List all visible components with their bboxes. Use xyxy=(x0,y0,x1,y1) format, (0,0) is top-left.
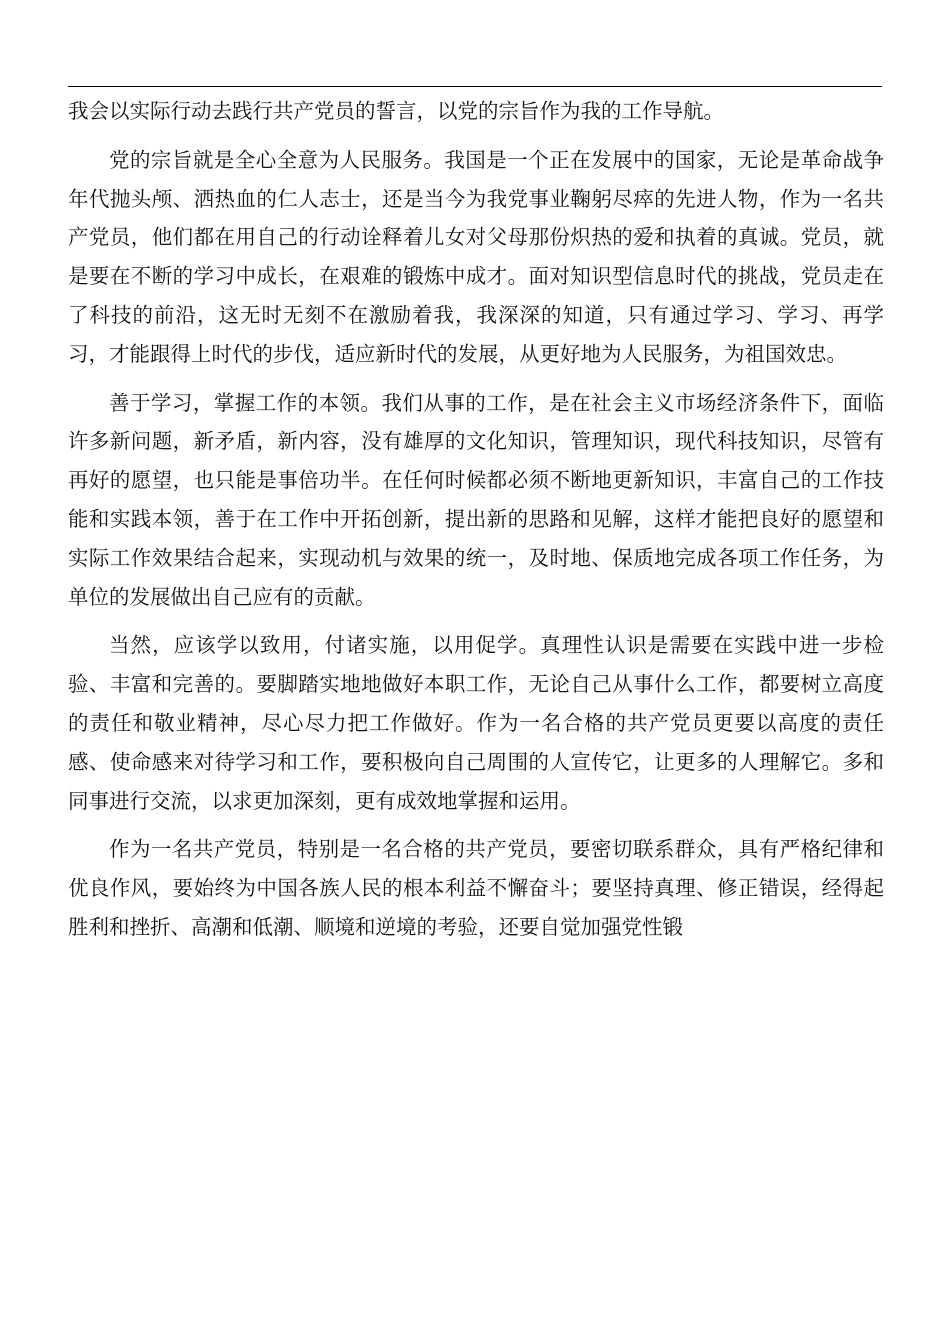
paragraph-1: 我会以实际行动去践行共产党员的誓言，以党的宗旨作为我的工作导航。 xyxy=(68,99,724,123)
document-body xyxy=(68,92,884,957)
paragraph-3: 善于学习，掌握工作的本领。我们从事的工作，是在社会主义市场经济条件下，面临许多新问题，新矛盾，新内容，没有雄厚的文化知识，管理知识，现代科技知识，尽管有再好的愿望，也只能是事倍功半。在任何时候都必须不断地更新知识，丰富自己的工作技能和实践本领，善于在工作中开拓创新，提出新的思路和见解，这样才能把良好的愿望和实际工作效果结合起来，实现动机与效果的统一，及时地、保质地完成各项工作任务，为单位的发展做出自己应有的贡献。 xyxy=(68,390,884,609)
paragraph-2: 党的宗旨就是全心全意为人民服务。我国是一个正在发展中的国家，无论是革命战争年代抛头颅、洒热血的仁人志士，还是当今为我党事业鞠躬尽瘁的先进人物，作为一名共产党员，他们都在用自己的行动诠释着儿女对父母那份炽热的爱和执着的真诚。党员，就是要在不断的学习中成长，在艰难的锻炼中成才。面对知识型信息时代的挑战，党员走在了科技的前沿，这无时无刻不在激励着我，我深深的知道，只有通过学习、学习、再学习，才能跟得上时代的步伐，适应新时代的发展，从更好地为人民服务，为祖国效忠。 xyxy=(68,147,884,366)
paragraph-5: 作为一名共产党员，特别是一名合格的共产党员，要密切联系群众，具有严格纪律和优良作风，要始终为中国各族人民的根本利益不懈奋斗；要坚持真理、修正错误，经得起胜利和挫折、高潮和低潮、顺境和逆境的考验，还要自觉加强党性锻 xyxy=(68,837,884,939)
paragraph-4: 当然，应该学以致用，付诸实施，以用促学。真理性认识是需要在实践中进一步检验、丰富和完善的。要脚踏实地地做好本职工作，无论自己从事什么工作，都要树立高度的责任和敬业精神，尽心尽力把工作做好。作为一名合格的共产党员更要以高度的责任感、使命感来对待学习和工作，要积极向自己周围的人宣传它，让更多的人理解它。多和同事进行交流，以求更加深刻，更有成效地掌握和运用。 xyxy=(68,633,884,813)
header-rule xyxy=(68,86,882,87)
